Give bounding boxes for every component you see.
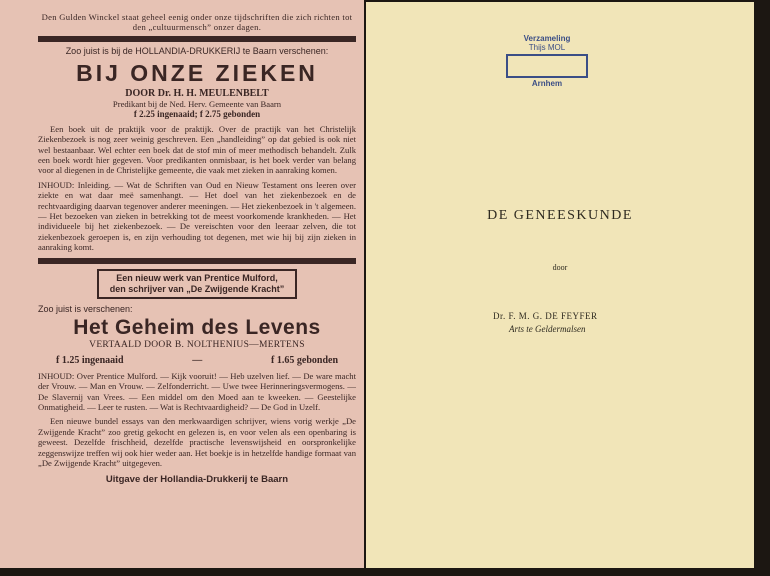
book1-title: BIJ ONZE ZIEKEN (76, 59, 318, 86)
book2-prices (38, 355, 356, 366)
price-separator: — (192, 354, 203, 366)
stamp-line-3: Arnhem (531, 79, 563, 88)
book1-description: Een boek uit de praktijk voor de praktijk. Over de practijk van het Christelijk Ziekenbezoek is nog zeer weinig geschreven. Een „handleiding” op dat gebied is ook niet wel bestaanbaar. Wel echter een boek dat de stof min of meer methodisch behandelt. Zulk een boek wordt hier gegeven. Voor predikanten onmisbaar, is het boek verder van belang voor al diegenen in de Christelijke gemeente, die vaak met zieken in aanraking komen. (38, 123, 356, 176)
book1-prices: f 2.25 ingenaaid; f 2.75 gebonden (133, 108, 261, 119)
box-line-1: Een nieuw werk van Prentice Mulford, (116, 272, 278, 283)
book2-description: Een nieuwe bundel essays van den merkwaardigen schrijver, wiens vorig werkje „De Zwijgende Kracht” zoo gretig gekocht en gelezen is, en voor velen als een openbaring is geweest. Dezelfde frischheid, dezelfde practische levenswijsheid en oorspronkelijke zeggenswijze treffen wij ook hier weder aan. Het boekje is in hetzelfde handige formaat van „De Zwijgende Kracht” uitgegeven. (38, 416, 356, 468)
book2-price-paper: f 1.25 ingenaaid (56, 354, 124, 366)
divider (38, 258, 356, 264)
author-name: Dr. F. M. G. DE FEYFER (493, 311, 598, 321)
book-title: DE GENEESKUNDE (487, 208, 633, 223)
book1-role: Predikant bij de Ned. Herv. Gemeente van Baarn (112, 98, 282, 109)
author-place: Arts te Geldermalsen (509, 324, 586, 334)
collection-stamp (506, 34, 588, 88)
box-line-2: den schrijver van „De Zwijgende Kracht” (109, 283, 285, 294)
book2-title: Het Geheim des Levens (73, 315, 321, 339)
divider (38, 36, 356, 42)
stamp-line-2: Thijs MOL (528, 43, 566, 52)
by-label: door (552, 263, 568, 272)
left-page-advertisement (0, 0, 364, 568)
announcement-1: Zoo juist is bij de HOLLANDIA-DRUKKERIJ te Baarn verschenen: (65, 45, 329, 56)
book2-translator: VERTAALD DOOR B. NOLTHENIUS—MERTENS (89, 339, 305, 350)
stamp-frame (506, 54, 588, 78)
announcement-2: Zoo juist is verschenen: (38, 303, 133, 314)
book2-price-bound: f 1.65 gebonden (271, 354, 338, 366)
publisher-line: Uitgave der Hollandia-Drukkerij te Baarn (105, 474, 289, 486)
book2-contents: INHOUD: Over Prentice Mulford. — Kijk vooruit! — Heb uzelven lief. — De ware macht der Vrouw. — Man en Vrouw. — Zelfonderricht. — Uwe twee Herinneringsvermogens. — De Slavernij van Vrees. — Een middel om den Moed aan te kweeken. — Geestelijke Onmatigheid. — Leer te rusten. — Wat is Rechtvaardigheid? — De God in Uzelf. (38, 370, 356, 412)
mulford-notice-box (97, 269, 297, 299)
stamp-line-1: Verzameling (523, 34, 571, 43)
book1-author: DOOR Dr. H. H. MEULENBELT (125, 87, 269, 99)
intro-text: Den Gulden Winckel staat geheel eenig onder onze tijdschriften die zich richten tot den „cultuurmensch” onzer dagen. (41, 12, 353, 33)
right-page-title (366, 2, 754, 568)
book1-contents: INHOUD: Inleiding. — Wat de Schriften van Oud en Nieuw Testament ons leeren over ziekte en wat daar meë samenhangt. — Het doel van het ziekenbezoek en de rechtvaardiging daarvan tegenover anderer meeningen. — Het ziekenbezoek in 't algemeen. — Het bezoeken van zieken in betrekking tot de meest voorkomende krankheden. — Het individueele bij het ziekenbezoek. — De vereischten voor den leeraar zelven, die tot ziekenbezoek geroepen is, en zijn verhouding tot degenen, met wie hij bij zijn zieken in aanraking komt. (38, 179, 356, 253)
